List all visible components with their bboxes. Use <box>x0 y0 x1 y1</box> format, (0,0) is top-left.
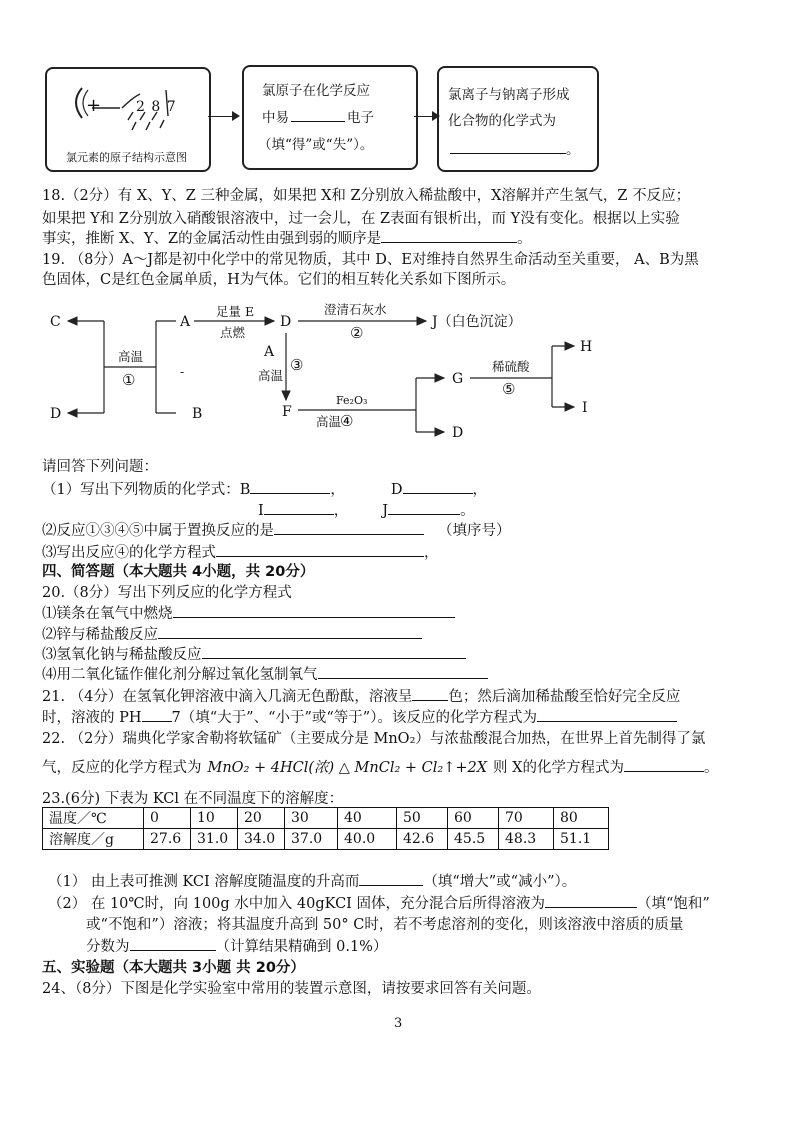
reaction-3-top: 澄清石灰水 <box>324 302 387 317</box>
q19-p1-J: J <box>382 503 389 519</box>
reaction-1-number: ① <box>122 371 136 389</box>
q20-item2 <box>42 623 422 644</box>
table-cell: 30 <box>285 808 338 829</box>
node-H: H <box>580 339 593 355</box>
table-cell: 51.1 <box>554 829 609 850</box>
kcl-solubility-table <box>42 807 609 850</box>
q19-part2 <box>42 519 511 540</box>
atom-shell-numbers: 2 8 7 <box>136 99 177 115</box>
q23-part2-line3-b: （计算结果精确到 0.1%） <box>215 939 388 955</box>
node-I: I <box>582 400 588 416</box>
q20-item2-text: ⑵锌与稀盐酸反应 <box>42 627 158 643</box>
q20-item4-text: ⑷用二氧化锰作催化剂分解过氧化氢制氧气 <box>42 667 318 683</box>
reaction-6-top: 稀硫酸 <box>492 359 530 374</box>
q20-item3 <box>42 643 466 664</box>
q19-part1-row1 <box>42 478 487 499</box>
node-J: J（白色沉淀） <box>432 314 522 330</box>
blank-equation-4[interactable] <box>216 542 424 557</box>
reaction-2-top: 足量 E <box>216 304 255 319</box>
node-B: B <box>192 406 203 422</box>
q23-part1-hint: （填“增大”或“减小”）。 <box>423 874 577 890</box>
blank-trend[interactable] <box>359 871 423 886</box>
node-G: G <box>452 371 464 387</box>
q21-line2-b: 7（填“大于”、“小于”或“等于”）。该反应的化学方程式为 <box>171 710 537 726</box>
q18-line3 <box>42 227 532 248</box>
q23-part2-line3-a: 分数为 <box>86 939 130 955</box>
q24-head: 24、（8分）下图是化学实验室中常用的装置示意图，请按要求回答有关问题。 <box>42 981 541 997</box>
atom-structure-diagram <box>50 72 200 142</box>
blank-mass-fraction[interactable] <box>130 936 216 951</box>
q18-line1: 18.（2分）有 X、Y、Z 三种金属，如果把 X和 Z分别放入稀盐酸中，X溶解并产生氢气，Z 不反应； <box>42 188 691 204</box>
q19-part2-text: ⑵反应①③④⑤中属于置换反应的是 <box>42 523 274 539</box>
electron-blank[interactable] <box>291 107 345 122</box>
blank-q21-equation[interactable] <box>537 707 677 722</box>
table-cell: 溶解度／g <box>43 829 144 850</box>
q23-part1 <box>48 870 576 891</box>
blank-ph[interactable] <box>142 707 172 722</box>
q22-equation: MnO₂ + 4HCl(浓) △ MnCl₂ + Cl₂↑+2X <box>207 760 488 776</box>
blank-q20-2[interactable] <box>158 624 422 639</box>
section-4-title: 四、简答题（本大题共 4小题，共 20分） <box>42 564 315 580</box>
reaction-5-number: ④ <box>340 412 354 430</box>
q18-line2: 如果把 Y和 Z分别放入硝酸银溶液中，过一会儿，在 Z表面有银析出，而 Y没有变化。根据以上实验 <box>42 211 680 227</box>
q23-part2-text: （2） 在 10℃时，向 100g 水中加入 40gKCI 固体，充分混合后所得溶液为 <box>48 896 546 912</box>
q19-p1-comma2: ， <box>472 482 488 498</box>
node-A: A <box>180 314 191 330</box>
q21-line1-a: 21. （4分）在氢氧化钾溶液中滴入几滴无色酚酞，溶液呈 <box>42 689 413 705</box>
blank-I[interactable] <box>264 500 334 515</box>
compound-box-line1: 氯离子与钠离子形成 <box>448 87 570 103</box>
q22-line2 <box>42 756 718 777</box>
table-cell: 温度／℃ <box>43 808 144 829</box>
q18-line3-end: 。 <box>517 231 532 247</box>
table-cell: 31.0 <box>191 829 238 850</box>
dash-mark: - <box>180 364 185 379</box>
node-A-reagent: A <box>264 344 275 360</box>
q22-line2-a: 气，反应的化学方程式为 <box>42 760 202 776</box>
reaction-2-bottom: 点燃 <box>220 325 246 340</box>
q18-line3-text: 事实，推断 X、Y、Z的金属活动性由强到弱的顺序是 <box>42 231 382 247</box>
q23-part2-hint: （填“饱和” <box>637 896 710 912</box>
table-cell: 37.0 <box>285 829 338 850</box>
node-D-left: D <box>50 406 62 422</box>
q23-part2-line3 <box>86 935 387 956</box>
table-cell: 34.0 <box>238 829 285 850</box>
q22-line2-end: 。 <box>703 760 719 776</box>
reaction-1-condition: 高温 <box>118 349 144 364</box>
section-5-title: 五、实验题（本大题共 3小题 共 20分） <box>42 960 305 976</box>
q19-line1: 19. （8分）A～J都是初中化学中的常见物质，其中 D、E对维持自然界生命活动至关重要， A、B为黑 <box>42 252 699 268</box>
compound-formula-blank[interactable] <box>450 139 566 154</box>
q19-part3-comma: ， <box>424 545 439 561</box>
page-number: 3 <box>394 1016 403 1031</box>
chlorine-box-line1: 氯原子在化学反应 <box>262 83 370 99</box>
table-cell: 20 <box>238 808 285 829</box>
q23-part2-line2: 或“不饱和”）溶液；将其温度升高到 50° C时，若不考虑溶剂的变化，则该溶液中溶质的质量 <box>86 917 684 933</box>
q19-p1-comma1: ， <box>330 482 345 498</box>
reaction-6-number: ⑤ <box>502 380 516 398</box>
blank-D[interactable] <box>403 479 473 494</box>
q19-p1-period: 。 <box>460 503 475 519</box>
q23-head: 23.(6分) 下表为 KCl 在不同温度下的溶解度： <box>42 791 344 807</box>
q19-part3-text: ⑶写出反应④的化学方程式 <box>42 545 216 561</box>
table-cell: 40.0 <box>338 829 397 850</box>
q19-line2: 色固体，C是红色金属单质，H为气体。它们的相互转化关系如下图所示。 <box>42 272 516 288</box>
q20-head: 20.（8分）写出下列反应的化学方程式 <box>42 585 292 601</box>
q23-part1-text: （1） 由上表可推测 KCI 溶解度随温度的升高而 <box>48 874 360 890</box>
reaction-5-top: Fe₂O₃ <box>336 394 368 407</box>
table-row-solubility <box>43 829 609 850</box>
blank-replacement-reactions[interactable] <box>274 520 424 535</box>
q19-part1-row2 <box>258 499 475 520</box>
arrow-1-head <box>232 111 240 121</box>
reaction-5-bottom: 高温 <box>316 414 342 429</box>
q20-item4 <box>42 663 488 684</box>
table-cell: 50 <box>397 808 448 829</box>
table-cell: 70 <box>499 808 554 829</box>
table-cell: 48.3 <box>499 829 554 850</box>
q20-item1-text: ⑴镁条在氧气中燃烧 <box>42 606 173 622</box>
q22-line1: 22. （2分）瑞典化学家舍勒将软锰矿（主要成分是 MnO₂）与浓盐酸混合加热，在世界上首先制得了氯 <box>42 731 706 747</box>
q19-part1-label: （1）写出下列物质的化学式：B <box>42 482 251 498</box>
chlorine-box-line3: （填“得”或“失”）。 <box>258 137 374 153</box>
table-cell: 10 <box>191 808 238 829</box>
chlorine-box-line2-a: 中易 <box>262 110 289 126</box>
q21-line2-a: 时，溶液的 PH <box>42 710 142 726</box>
reaction-4-number: ③ <box>290 356 304 374</box>
q19-reaction-network <box>0 290 794 450</box>
blank-saturation[interactable] <box>545 893 637 908</box>
blank-J[interactable] <box>388 500 460 515</box>
q19-p1-I: I <box>258 503 264 519</box>
compound-box-line3-end: 。 <box>566 142 580 158</box>
q20-item1 <box>42 602 455 623</box>
blank-X-formula[interactable] <box>624 757 704 772</box>
reaction-4-condition: 高温 <box>258 368 284 383</box>
atom-structure-caption: 氯元素的原子结构示意图 <box>66 151 187 164</box>
q19-prompt: 请回答下列问题： <box>42 459 158 475</box>
q21-line1-b: 色；然后滴加稀盐酸至恰好完全反应 <box>448 689 681 705</box>
q22-line2-b: 则 X的化学方程式为 <box>493 760 624 776</box>
table-cell: 40 <box>338 808 397 829</box>
q20-item3-text: ⑶氢氧化钠与稀盐酸反应 <box>42 647 202 663</box>
compound-box-line3 <box>450 137 580 164</box>
node-D-bottom: D <box>452 425 464 441</box>
chlorine-box-line2 <box>262 105 374 132</box>
atom-nucleus-sign: + <box>86 95 102 116</box>
q19-part2-hint: （填序号） <box>438 523 511 539</box>
table-cell: 45.5 <box>448 829 499 850</box>
blank-B[interactable] <box>250 479 330 494</box>
table-cell: 27.6 <box>144 829 191 850</box>
table-cell: 60 <box>448 808 499 829</box>
blank-q20-1[interactable] <box>173 603 455 618</box>
q21-line1 <box>42 685 680 706</box>
q19-p1-D: D <box>390 482 403 498</box>
node-C: C <box>50 314 61 330</box>
q23-part2-line1 <box>48 892 710 913</box>
reaction-3-number: ② <box>350 324 364 342</box>
table-cell: 80 <box>554 808 609 829</box>
q21-line2 <box>42 706 677 727</box>
node-D: D <box>280 314 292 330</box>
q19-part3 <box>42 541 439 562</box>
blank-q20-3[interactable] <box>202 644 466 659</box>
compound-box-line2: 化合物的化学式为 <box>448 113 556 129</box>
q19-p1-comma3: ， <box>333 503 349 519</box>
blank-color[interactable] <box>412 686 448 701</box>
chlorine-box-line2-b: 电子 <box>347 110 374 126</box>
q18-answer-blank[interactable] <box>381 228 517 243</box>
table-cell: 0 <box>144 808 191 829</box>
blank-q20-4[interactable] <box>318 664 488 679</box>
node-F: F <box>282 404 292 420</box>
table-row-temperature <box>43 808 609 829</box>
table-cell: 42.6 <box>397 829 448 850</box>
